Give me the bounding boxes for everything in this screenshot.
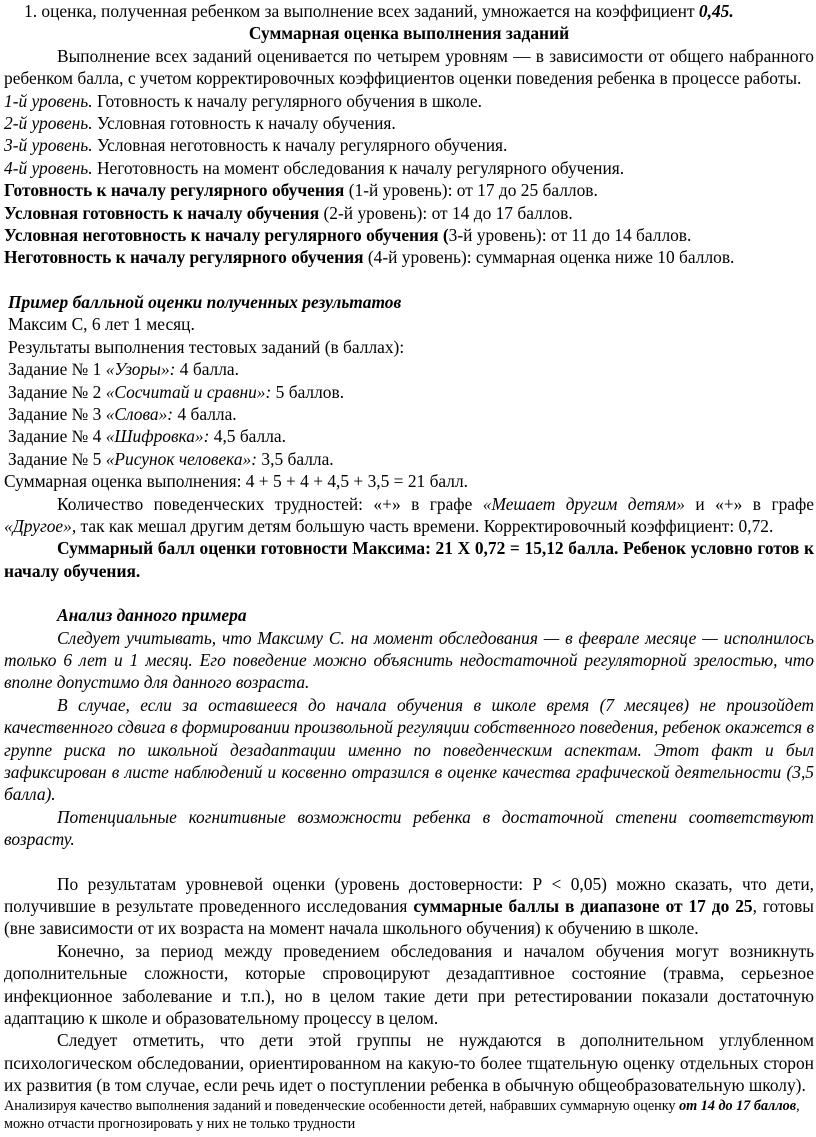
analysis-paragraph-2: В случае, если за оставшееся до начала обучения в школе время (7 месяцев) не произойдет качественного сдвига в формировании произвольной регуляции собственного поведения, ребенок окажется в группе риска по школьной дезадаптации именно по поведенческим аспектам. Этот факт и был зафиксирован в листе наблюдений и косвенно отразился в оценке качества графической деятельности (3,5 балла). [4,694,814,805]
range-1: Готовность к началу регулярного обучения (1-й уровень): от 17 до 25 баллов. [4,180,598,201]
level-1: 1-й уровень. Готовность к началу регулярного обучения в школе. [4,90,483,111]
conclusion-paragraph-1: По результатам уровневой оценки (уровень достоверности: Р < 0,05) можно сказать, что дети, получившие в результате проведенного исследования суммарные баллы в диапазоне от 17 до 25, готовы (вне зависимости от их возраста на момент начала школьного обучения) к обучению в школе. [4,873,814,939]
analysis-paragraph-1: Следует учитывать, что Максиму С. на момент обследования — в феврале месяце — исполнилось только 6 лет и 1 месяц. Его поведение можно объяснить недостаточной регуляторной зрелостью, что вполне допустимо для данного возраста. [4,627,814,693]
range-4: Неготовность к началу регулярного обучения (4-й уровень): суммарная оценка ниже 10 баллов. [4,247,735,268]
task-1: Задание № 1 «Узоры»: 4 балла. [8,359,239,380]
task-4: Задание № 4 «Шифровка»: 4,5 балла. [8,426,286,447]
task-2: Задание № 2 «Сосчитай и сравни»: 5 баллов. [8,381,345,402]
level-2: 2-й уровень. Условная готовность к началу обучения. [4,113,396,134]
conclusion-paragraph-2: Конечно, за период между проведением обследования и началом обучения могут возникнуть дополнительные сложности, которые спровоцируют дезадаптивное состояние (травма, серьезное инфекционное заболевание и т.п.), но в целом такие дети при ретестировании показали достаточную адаптацию к школе и образовательному процессу в целом. [4,940,814,1029]
analysis-paragraph-3: Потенциальные когнитивные возможности ребенка в достаточной степени соответствуют возрасту. [4,806,814,850]
conclusion-paragraph-3: Следует отметить, что дети этой группы не нуждаются в дополнительном углубленном психологическом обследовании, ориентированном на какую-то более тщательную оценку отдельных сторон их развития (в том случае, если речь идет о поступлении ребенка в обычную общеобразовательную школу). [4,1030,814,1096]
example-heading: Пример балльной оценки полученных результатов [8,291,402,312]
document-page [4,0,814,1133]
paragraph-levels-intro: Выполнение всех заданий оценивается по четырем уровням — в зависимости от общего набранного ребенком балла, с учетом корректировочных коэффициентов оценки поведения ребенка в процессе работы. [4,45,814,89]
range-2: Условная готовность к началу обучения (2-й уровень): от 14 до 17 баллов. [4,202,573,223]
summary-score: Суммарный балл оценки готовности Максима: 21 Х 0,72 = 15,12 балла. Ребенок условно готов к началу обучения. [4,538,814,581]
section-title: Суммарная оценка выполнения заданий [248,23,570,44]
level-4: 4-й уровень. Неготовность на момент обследования к началу регулярного обучения. [4,157,625,178]
footer-fragment: Анализируя качество выполнения заданий и поведенческие особенности детей, набравших суммарную оценку от 14 до 17 баллов, можно отчасти прогнозировать у них не только трудности [4,1097,800,1132]
level-3: 3-й уровень. Условная неготовность к началу регулярного обучения. [4,135,508,156]
list-item-1: 1. оценка, полученная ребенком за выполнение всех заданий, умножается на коэффициент 0,45. [24,1,734,21]
example-results-label: Результаты выполнения тестовых заданий (в баллах): [8,336,405,357]
task-3: Задание № 3 «Слова»: 4 балла. [8,403,237,424]
total-sum: Суммарная оценка выполнения: 4 + 5 + 4 + 4,5 + 3,5 = 21 балл. [4,471,468,492]
range-3: Условная неготовность к началу регулярного обучения (3-й уровень): от 11 до 14 баллов. [4,225,692,246]
example-child: Максим С, 6 лет 1 месяц. [8,314,195,335]
behavior-paragraph: Количество поведенческих трудностей: «+» в графе «Мешает другим детям» и «+» в графе «Другое», так как мешал другим детям большую часть времени. Корректировочный коэффициент: 0,72. [4,493,815,536]
analysis-heading: Анализ данного примера [57,605,247,626]
task-5: Задание № 5 «Рисунок человека»: 3,5 балла. [8,448,334,469]
